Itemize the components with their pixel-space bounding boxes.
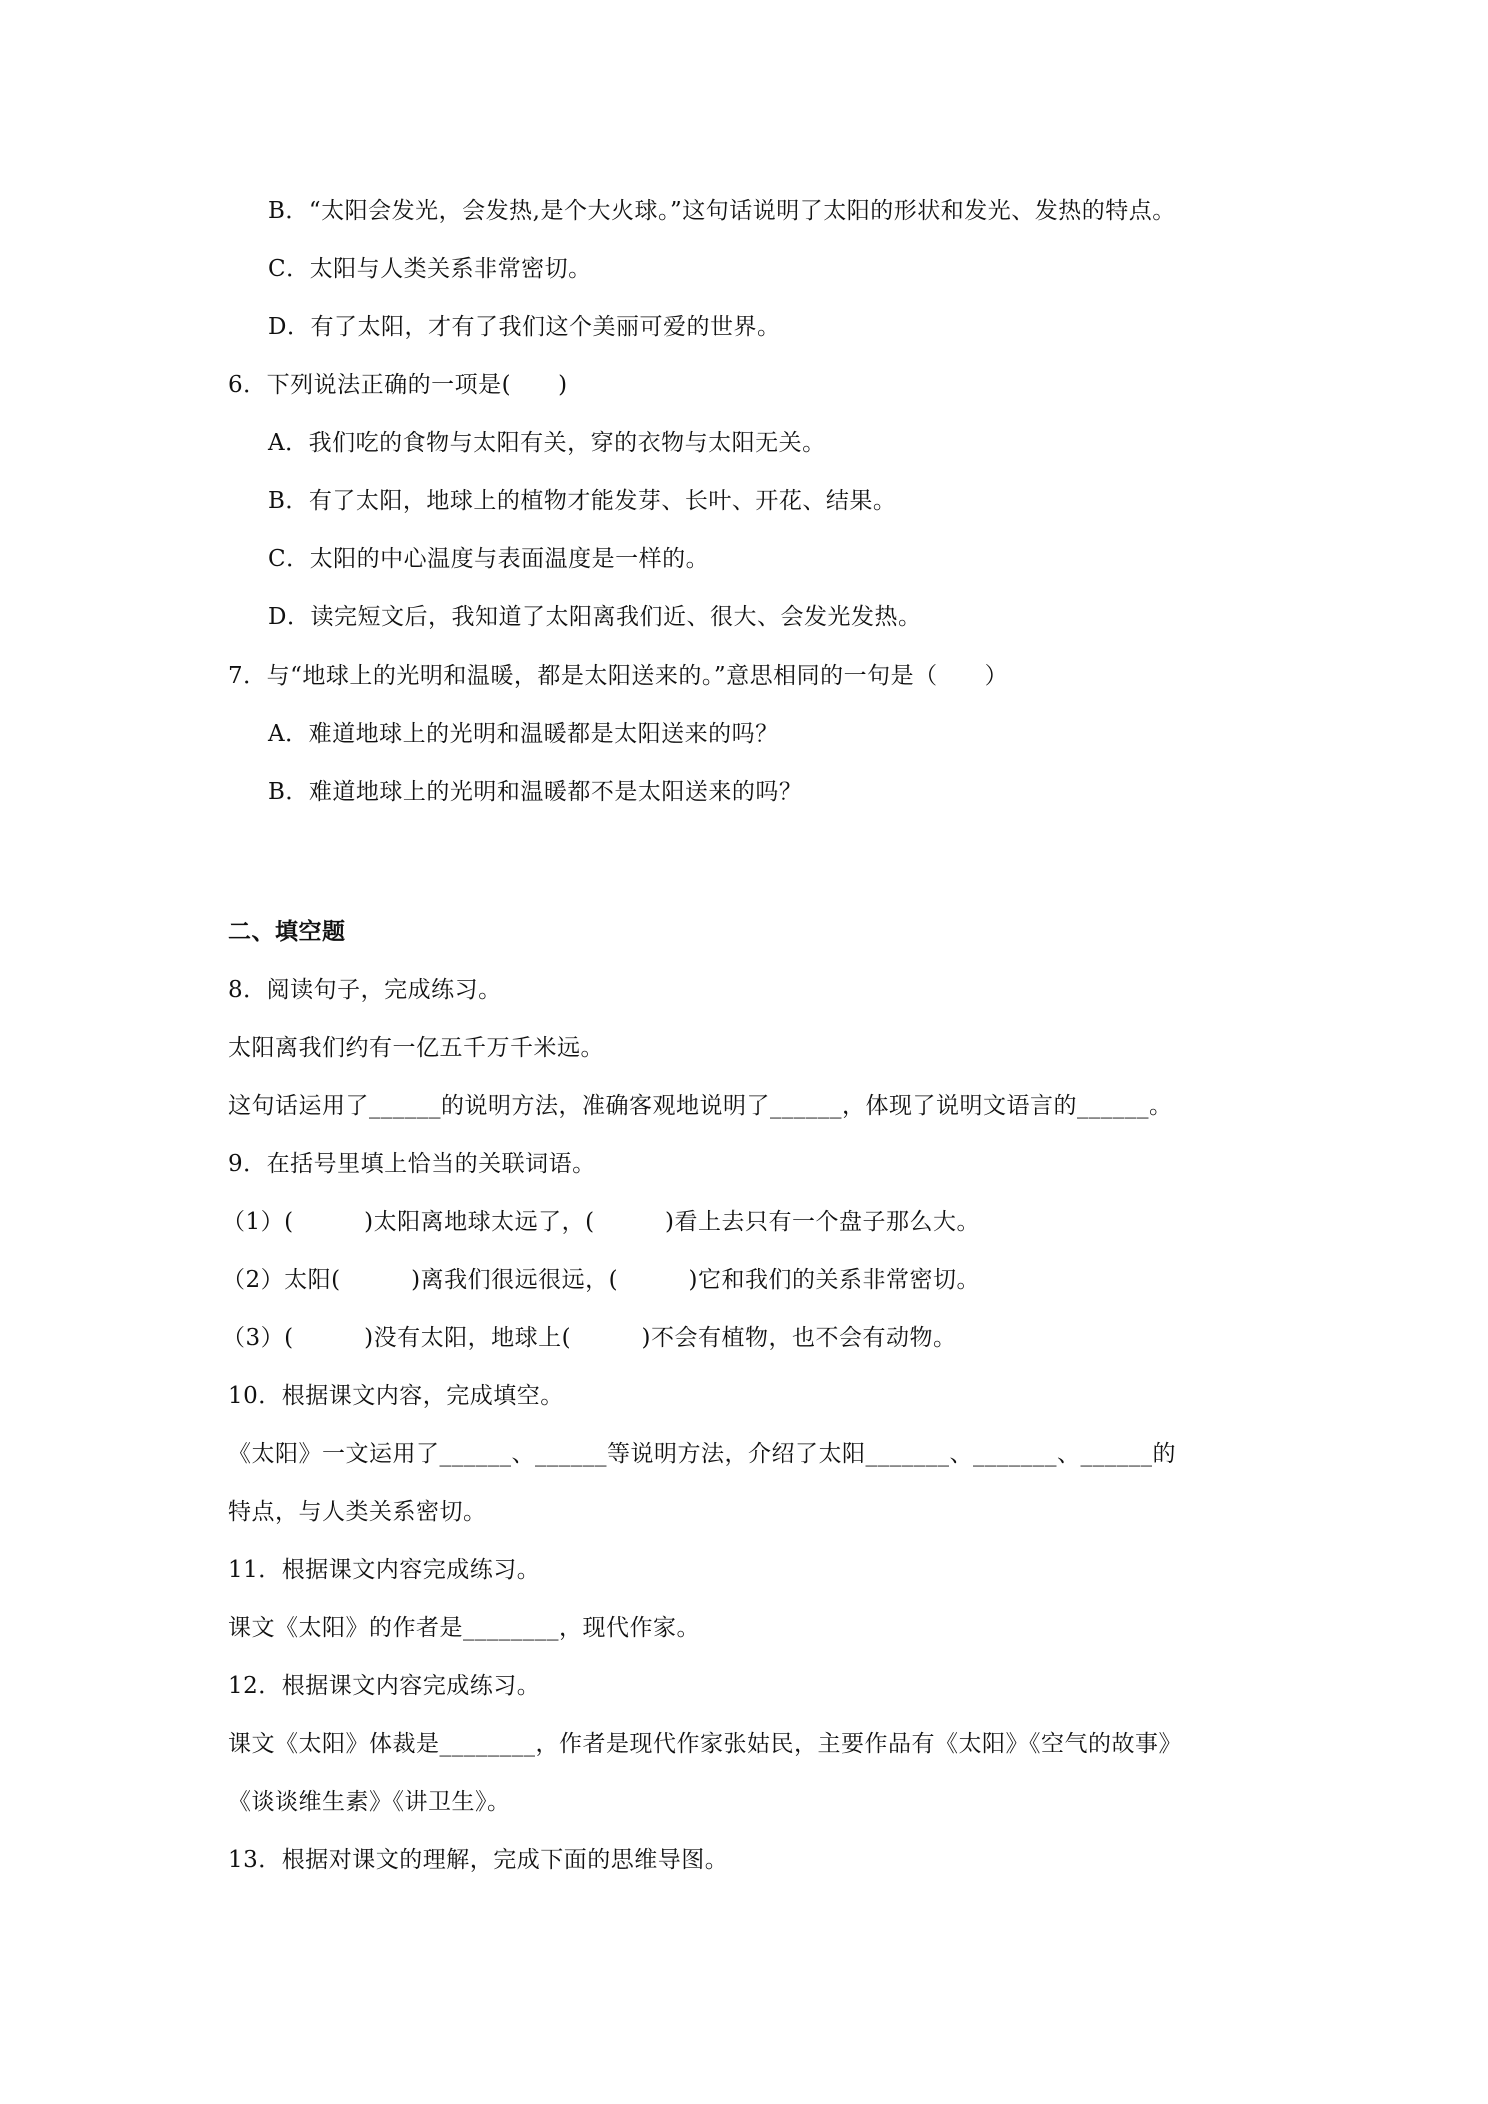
- question-13: 13．根据对课文的理解，完成下面的思维导图。: [228, 1847, 729, 1873]
- question-11-fill: 课文《太阳》的作者是________，现代作家。: [228, 1615, 700, 1641]
- question-10-fill-cont: 特点，与人类关系密切。: [228, 1499, 487, 1525]
- question-9-item-2: （2）太阳( )离我们很远很远，( )它和我们的关系非常密切。: [222, 1267, 981, 1293]
- question-12-fill-cont: 《谈谈维生素》《讲卫生》。: [228, 1789, 511, 1815]
- option-5d: D．有了太阳，才有了我们这个美丽可爱的世界。: [268, 314, 781, 340]
- question-8-sentence: 太阳离我们约有一亿五千万千米远。: [228, 1035, 604, 1061]
- option-7b: B．难道地球上的光明和温暖都不是太阳送来的吗？: [268, 779, 803, 805]
- question-9: 9．在括号里填上恰当的关联词语。: [228, 1151, 596, 1177]
- question-7: 7．与“地球上的光明和温暖，都是太阳送来的。”意思相同的一句是（ ）: [228, 663, 1009, 689]
- question-11: 11．根据课文内容完成练习。: [228, 1557, 541, 1583]
- question-10: 10．根据课文内容，完成填空。: [228, 1383, 564, 1409]
- option-6c: C．太阳的中心温度与表面温度是一样的。: [268, 546, 710, 572]
- question-9-item-1: （1）( )太阳离地球太远了，( )看上去只有一个盘子那么大。: [222, 1209, 981, 1235]
- question-9-item-3: （3）( )没有太阳，地球上( )不会有植物，也不会有动物。: [222, 1325, 957, 1351]
- option-6d: D．读完短文后，我知道了太阳离我们近、很大、会发光发热。: [268, 604, 922, 630]
- question-8: 8．阅读句子，完成练习。: [228, 977, 502, 1003]
- question-12: 12．根据课文内容完成练习。: [228, 1673, 541, 1699]
- question-8-fill: 这句话运用了______的说明方法，准确客观地说明了______，体现了说明文语言的______。: [228, 1093, 1173, 1119]
- option-5c: C．太阳与人类关系非常密切。: [268, 256, 592, 282]
- question-12-fill: 课文《太阳》体裁是________，作者是现代作家张姑民，主要作品有《太阳》《空气的故事》: [228, 1731, 1182, 1757]
- option-7a: A．难道地球上的光明和温暖都是太阳送来的吗？: [268, 721, 779, 747]
- option-6a: A．我们吃的食物与太阳有关，穿的衣物与太阳无关。: [268, 430, 826, 456]
- section-heading: 二、填空题: [228, 918, 346, 945]
- option-6b: B．有了太阳，地球上的植物才能发芽、长叶、开花、结果。: [268, 488, 897, 514]
- option-5b: B．“太阳会发光，会发热,是个大火球。”这句话说明了太阳的形状和发光、发热的特点。: [268, 198, 1176, 224]
- question-10-fill: 《太阳》一文运用了______、______等说明方法，介绍了太阳_______、_______、______的: [228, 1441, 1176, 1467]
- question-6: 6．下列说法正确的一项是( ): [228, 372, 568, 398]
